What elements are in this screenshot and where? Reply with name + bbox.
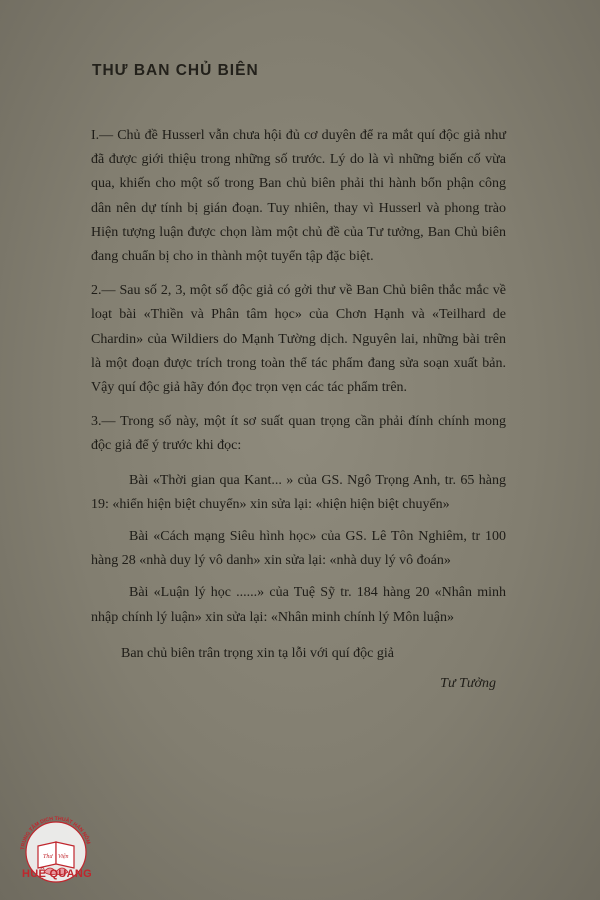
erratum-1: Bài «Thời gian qua Kant... » của GS. Ngô Trọng Anh, tr. 65 hàng 19: «hiển hiện biệt chuyển» xin sửa lại: «hiện hiện biệt chuyển»: [91, 472, 506, 512]
svg-text:Viện: Viện: [58, 854, 69, 860]
svg-text:Thư: Thư: [43, 854, 53, 860]
closing-line: Ban chủ biên trân trọng xin tạ lỗi với quí độc giả: [121, 645, 394, 661]
paragraph-3: 3.— Trong số này, một ít sơ suất quan trọng cần phải đính chính mong độc giả để ý trước khi đọc:: [91, 414, 506, 454]
page-title: THƯ BAN CHỦ BIÊN: [92, 62, 259, 79]
erratum-3: Bài «Luận lý học ......» của Tuệ Sỹ tr. 184 hàng 20 «Nhân minh nhập chính lý luận» xin sửa lại: «Nhân minh chính lý Môn luận»: [91, 585, 506, 625]
paragraph-2: 2.— Sau số 2, 3, một số độc giả có gởi thư về Ban Chủ biên thắc mắc về loạt bài «Thiền và Phân tâm học» của Chơn Hạnh và «Teilhard de Chardin» của Wildiers do Mạnh Tường dịch. Nguyên lai, những bài trên là một đoạn được trích trong toàn thể tác phẩm đang sửa soạn xuất bản. Vậy quí độc giả hãy đón đọc trọn vẹn các tác phẩm trên.: [91, 283, 506, 396]
paragraph-1: I.— Chủ đề Husserl vẫn chưa hội đủ cơ duyên để ra mắt quí độc giả như đã được giới thiệu trong những số trước. Lý do là vì những biến cố vừa qua, khiến cho một số trong Ban chủ biên phải thi hành bổn phận công dân nên dự tính bị gián đoạn. Tuy nhiên, thay vì Husserl và phong trào Hiện tượng luận được chọn làm một chủ đề của Tư tưởng, Ban Chủ biên đang chuẩn bị cho in thành một tuyển tập đặc biệt.: [91, 128, 506, 265]
letter-body: [91, 124, 506, 696]
erratum-2: Bài «Cách mạng Siêu hình học» của GS. Lê Tôn Nghiêm, tr 100 hàng 28 «nhà duy lý vô danh» xin sửa lại: «nhà duy lý vô đoán»: [91, 529, 506, 569]
logo-name: HUỆ QUANG: [22, 868, 92, 880]
signature: Tư Tưởng: [440, 676, 496, 692]
svg-text:TRUNG TÂM DỊCH THUẬT HÁN NÔM: TRUNG TÂM DỊCH THUẬT HÁN NÔM: [20, 816, 91, 851]
